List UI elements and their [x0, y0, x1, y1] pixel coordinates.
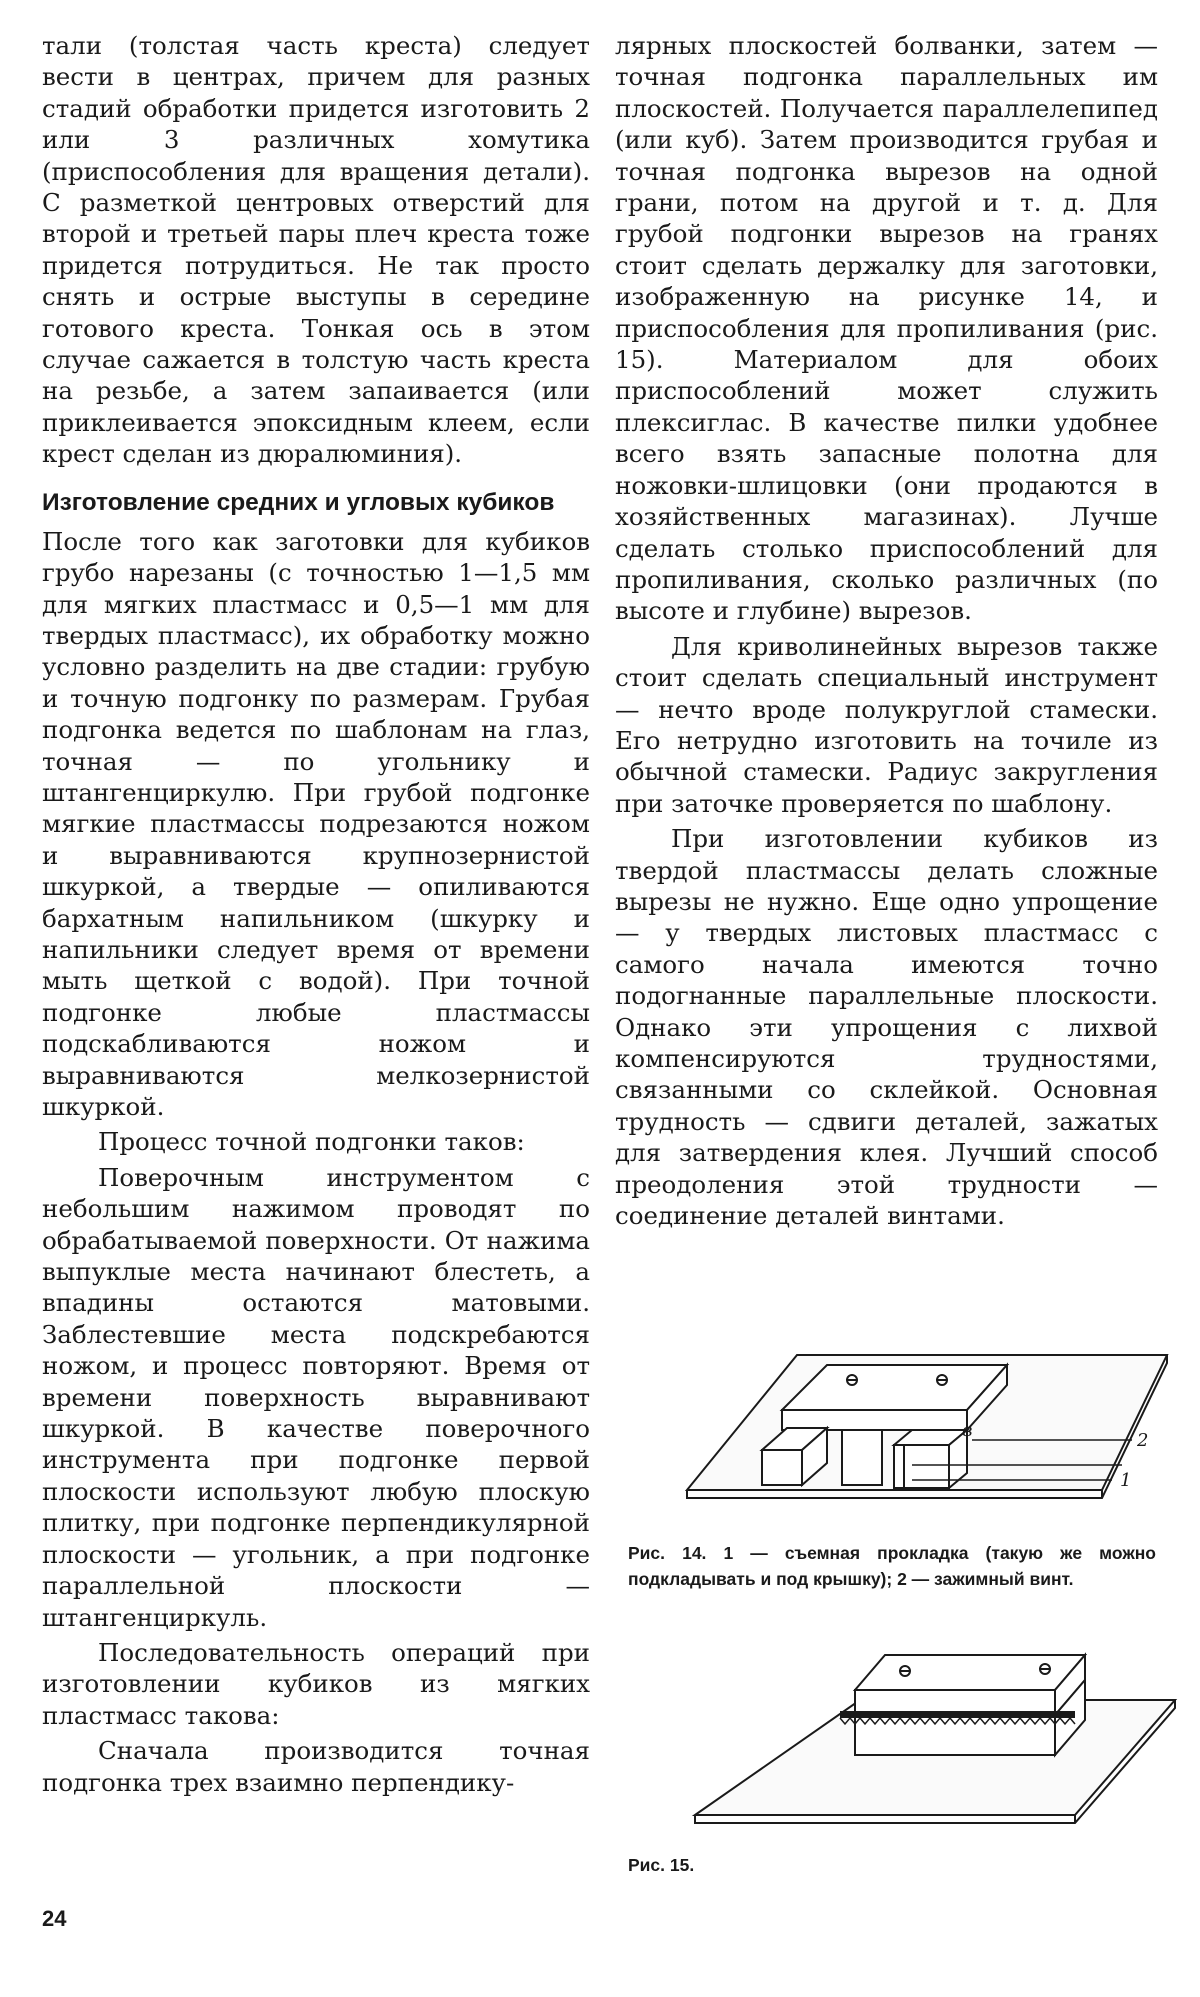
- figure-14-holder-drawing: [672, 1340, 1177, 1520]
- paragraph-continuation: тали (толстая часть креста) следует вести в центрах, причем для разных стадий обработки придется изготовить 2 или 3 различных хомутика (приспособления для вращения детали). С разметкой центровых отверстий для второй и третьей пары плеч креста тоже придется потрудиться. Не так просто снять и острые выступы в середине готового креста. Тонкая ось в этом случае сажается в толстую часть креста на резьбе, а затем запаивается (или приклеивается эпоксидным клеем, если крест сделан из дюралюминия).: [42, 31, 590, 469]
- page-number: 24: [42, 1906, 67, 1931]
- gasket: [894, 1445, 949, 1488]
- label-1: 1: [1120, 1470, 1132, 1491]
- paragraph: Сначала производится точная подгонка трех взаимно перпендику-: [42, 1736, 590, 1797]
- paragraph: Поверочным инструментом с небольшим нажимом проводят по обрабатываемой поверхности. От нажима выпуклые места начинают блестеть, а впадины остаются матовыми. Заблестевшие места подскребаются ножом, и процесс повторяют. Время от времени поверхность выравнивают шкуркой. В качестве поверочного инструмента при подгонке первой плоскости используют любую плоскую плитку, при подгонке перпендикулярной плоскости — угольник, а при подгонке параллельной плоскости — штангенциркуль.: [42, 1162, 590, 1632]
- paragraph: Последовательность операций при изготовлении кубиков из мягких пластмасс такова:: [42, 1637, 590, 1730]
- left-block: [762, 1450, 802, 1485]
- paragraph-continuation: лярных плоскостей болванки, затем — точная подгонка параллельных им плоскостей. Получается параллелепипед (или куб). Затем производится грубая и точная подгонка вырезов на одной грани, потом на другой и т. д. Для грубой подгонки вырезов на гранях стоит сделать держалку для заготовки, изображенную на рисунке 14, и приспособления для пропиливания (рис. 15). Материалом для обоих приспособлений может служить плексиглас. В качестве пилки удобнее всего взять запасные полотна для ножовки-шлицовки (они продаются в хозяйственных магазинах). Лучше сделать столько приспособлений для пропиливания, сколько различных (по высоте и глубине) вырезов.: [615, 31, 1158, 626]
- figure-15-caption: Рис. 15.: [628, 1855, 695, 1875]
- label-2: 2: [1137, 1430, 1149, 1451]
- paragraph: Процесс точной подгонки таков:: [98, 1127, 525, 1157]
- paragraph: Для криволинейных вырезов также стоит сделать специальный инструмент — нечто вроде полукруглой стамески. Его нетрудно изготовить на точиле из обычной стамески. Радиус закругления при заточке проверяется по шаблону.: [615, 631, 1158, 818]
- left-column: [42, 30, 590, 1802]
- figure-15-saw-fixture-drawing: [690, 1645, 1180, 1830]
- right-column: [615, 30, 1158, 1235]
- paragraph: После того как заготовки для кубиков грубо нарезаны (с точностью 1—1,5 мм для мягких пластмасс и 0,5—1 мм для твердых пластмасс), их обработку можно условно разделить на две стадии: грубую и точную подгонку по размерам. Грубая подгонка ведется по шаблонам на глаз, точная — по угольнику и штангенциркулю. При грубой подгонке мягкие пластмассы подрезаются ножом и выравниваются крупнозернистой шкуркой, а твердые — опиливаются бархатным напильником (шкурку и напильники следует время от времени мыть щеткой с водой). При точной подгонке любые пластмассы подскабливаются ножом и выравниваются мелкозернистой шкуркой.: [42, 526, 590, 1121]
- section-heading: Изготовление средних и угловых кубиков: [42, 488, 555, 516]
- paragraph: При изготовлении кубиков из твердой пластмассы делать сложные вырезы не нужно. Еще одно упрощение — у твердых листовых пластмасс с самого начала имеются точно подогнанные параллельные плоскости. Однако эти упрощения с лихвой компенсируются трудностями, связанными со склейкой. Основная трудность — сдвиги деталей, зажатых для затвердения клея. Лучший способ преодоления этой трудности — соединение деталей винтами.: [615, 824, 1158, 1231]
- figure-14-caption: Рис. 14. 1 — съемная прокладка (такую же можно подкладывать и под крышку); 2 — зажимный винт.: [628, 1543, 1156, 1589]
- block-top: [855, 1655, 1085, 1690]
- label-b: в: [962, 1420, 973, 1441]
